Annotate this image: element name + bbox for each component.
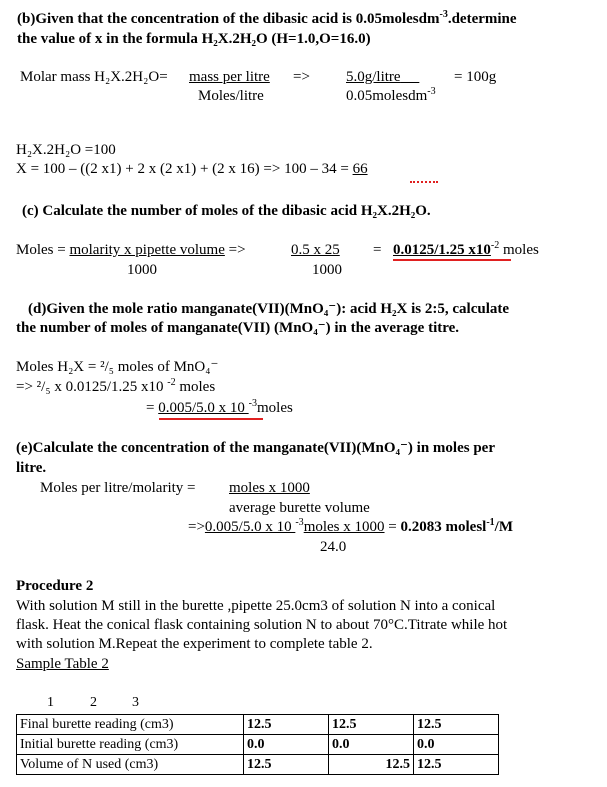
table-cell: 0.0 [244, 735, 329, 755]
fraction-denominator: 0.05molesdm$^{-3}$ [346, 86, 436, 104]
moles-equals: = [373, 242, 382, 258]
ratio-line-3: = 0.005/5.0 x 10 $^{-3}$moles [146, 398, 293, 416]
table-cell: 12.5 [329, 715, 414, 735]
calc-line-2: X = 100 – ((2 x1) + 2 x (2 x1) + (2 x 16) => 100 – 34 = 66 [16, 161, 368, 177]
table-row [17, 715, 499, 735]
table-cell: 12.5 [414, 755, 499, 775]
table-cell: 0.0 [329, 735, 414, 755]
moles-per-litre: Moles/litre [198, 88, 264, 104]
molarity-label: Moles per litre/molarity = [40, 480, 196, 496]
answer-red-underline [410, 181, 438, 183]
table-row [17, 755, 499, 775]
procedure-para-line2: flask. Heat the conical flask containing solution N to about 70°C.Titrate while hot [16, 617, 508, 633]
row-label: Final burette reading (cm3) [17, 715, 244, 735]
part-e-heading-line2: litre. [16, 460, 47, 476]
col-header-3: 3 [132, 695, 139, 710]
procedure-para-line3: with solution M.Repeat the experiment to complete table 2. [16, 636, 373, 652]
ratio-answer-red-underline [159, 418, 263, 420]
mass-per-litre: mass per litre [189, 69, 270, 85]
part-c-heading: (c) Calculate the number of moles of the dibasic acid H₂X.2H₂O. [22, 203, 431, 219]
col-header-1: 1 [47, 695, 54, 710]
part-d-heading-line2: the number of moles of manganate(VII) (MnO₄⁻) in the average titre. [16, 320, 460, 336]
part-b-heading-line2: the value of x in the formula H₂X.2H₂O (H=1.0,O=16.0) [17, 31, 371, 47]
table-cell: 0.0 [414, 735, 499, 755]
moles-answer-red-underline [393, 259, 511, 261]
molarity-denominator: average burette volume [229, 500, 370, 516]
molarity-calc-line: =>0.005/5.0 x 10 $^{-3}$moles x 1000 = 0.2083 molesl$^{-1}$/M [188, 517, 513, 535]
row-label: Initial burette reading (cm3) [17, 735, 244, 755]
calc-line-1: H₂X.2H₂O =100 [16, 142, 116, 158]
sample-table-title: Sample Table 2 [16, 656, 109, 672]
molar-mass-result: = 100g [454, 69, 497, 85]
molarity-numerator: moles x 1000 [229, 480, 310, 496]
implies-arrow: => [293, 69, 310, 85]
col-header-2: 2 [90, 695, 97, 710]
moles-equation: Moles = molarity x pipette volume => [16, 242, 246, 258]
procedure-para-line1: With solution M still in the burette ,pipette 25.0cm3 of solution N into a conical [16, 598, 496, 614]
moles-denominator-right: 1000 [312, 262, 342, 278]
ratio-line-2: => ²/₅ x 0.0125/1.25 x10 $^{-2}$ moles [16, 377, 216, 395]
moles-answer: 0.0125/1.25 $x10^{-2}$ moles [393, 240, 539, 258]
row-label: Volume of N used (cm3) [17, 755, 244, 775]
moles-denominator-left: 1000 [127, 262, 157, 278]
part-e-heading-line1: (e)Calculate the concentration of the manganate(VII)(MnO₄⁻) in moles per [16, 440, 495, 456]
fraction-numerator: 5.0g/litre [346, 69, 401, 85]
x-value-answer: 66 [352, 161, 368, 177]
procedure-title: Procedure 2 [16, 578, 94, 594]
table-cell: 12.5 [244, 755, 329, 775]
table-cell: 12.5 [244, 715, 329, 735]
moles-numerator: 0.5 x 25 [291, 242, 340, 258]
part-d-heading-line1: (d)Given the mole ratio manganate(VII)(MnO₄⁻): acid H₂X is 2:5, calculate [28, 301, 510, 317]
molar-mass-label: Molar mass H₂X.2H₂O= [20, 69, 168, 85]
titration-table [16, 714, 499, 775]
table-row [17, 735, 499, 755]
molarity-calc-denominator: 24.0 [320, 539, 347, 555]
ratio-line-1: Moles H₂X = ²/₅ moles of MnO₄⁻ [16, 359, 219, 375]
table-cell: 12.5 [329, 755, 414, 775]
part-b-heading-line1: (b)Given that the concentration of the dibasic acid is 0.05molesdm$^{-3}$.determine [17, 9, 517, 27]
table-cell: 12.5 [414, 715, 499, 735]
